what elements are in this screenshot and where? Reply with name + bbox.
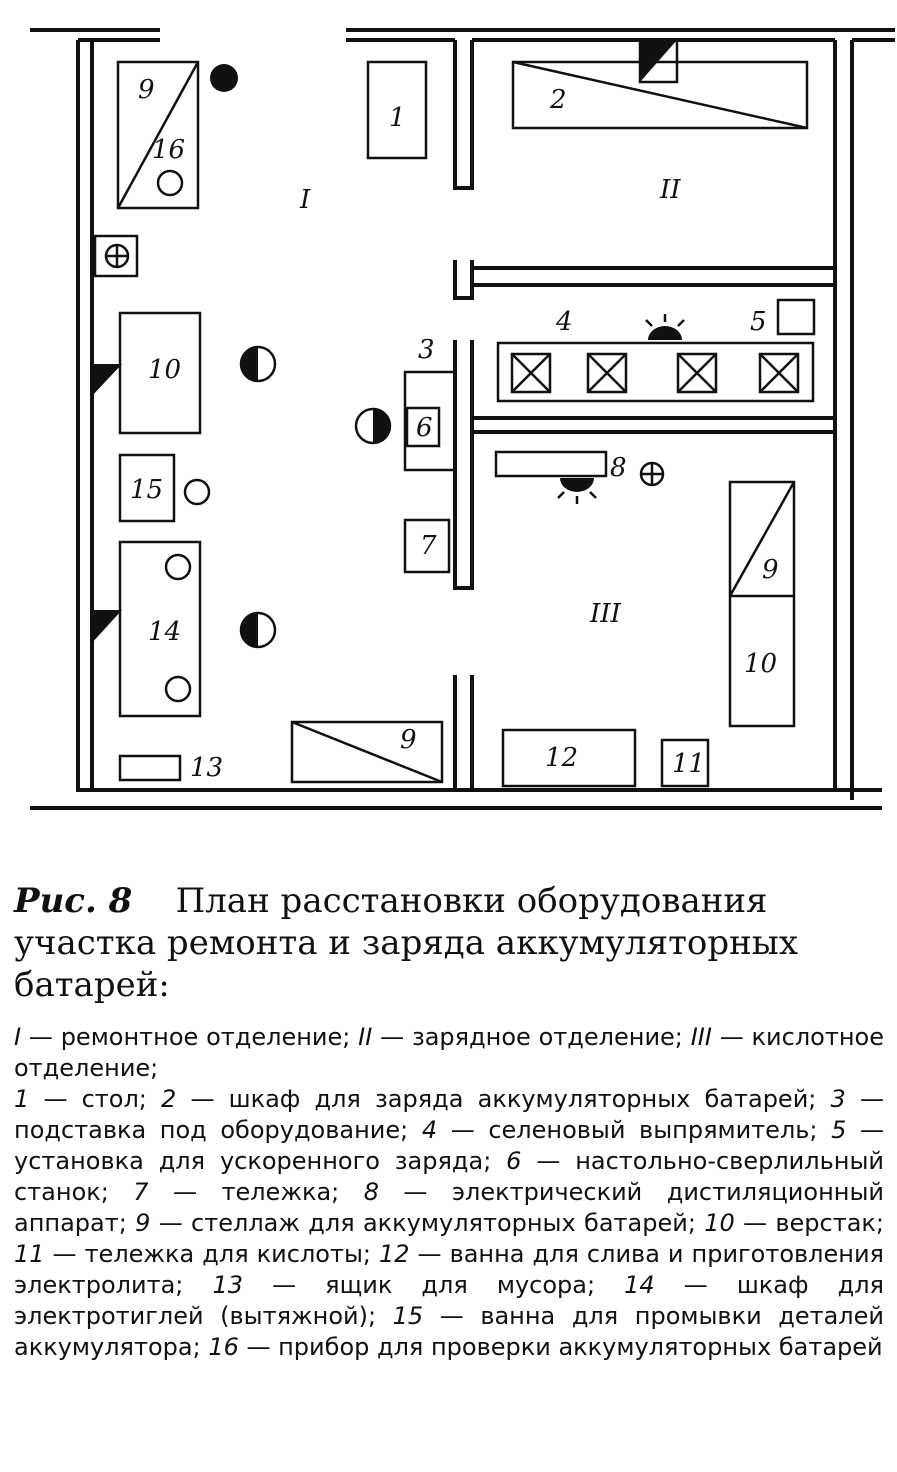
label-9-bottom: 9 xyxy=(400,725,417,755)
cabinet-14-circle-bottom xyxy=(166,677,190,701)
legend-text: — стол; xyxy=(29,1085,162,1113)
legend-number: 13 xyxy=(212,1271,244,1299)
legend-number: II xyxy=(358,1023,373,1051)
legend-number: 2 xyxy=(161,1085,177,1113)
legend-zones xyxy=(14,1022,884,1084)
room-ii-bottom-wall xyxy=(472,268,835,285)
legend-number: 11 xyxy=(14,1240,45,1268)
distiller-8 xyxy=(496,452,606,476)
wash-circle xyxy=(185,480,209,504)
rectifier-cell-cross-3 xyxy=(678,354,716,392)
label-16: 16 xyxy=(152,135,186,165)
half-lamp-1-icon xyxy=(241,347,258,381)
legend-number: 16 xyxy=(208,1333,239,1361)
legend-number: I xyxy=(14,1023,22,1051)
legend-text: — верстак; xyxy=(734,1209,885,1237)
rectifier-cell-cross-1 xyxy=(512,354,550,392)
label-10: 10 xyxy=(148,355,182,385)
figure-caption xyxy=(14,880,884,1006)
vent-1-icon xyxy=(90,364,122,398)
legend-number: 12 xyxy=(379,1240,410,1268)
figure-title: План расстановки оборудования участка ремонта и заряда аккумуляторных батарей: xyxy=(14,881,799,1005)
legend-items xyxy=(14,1084,884,1363)
legend-text: — селеновый выпрямитель; xyxy=(437,1116,832,1144)
legend-number: 15 xyxy=(392,1302,424,1330)
legend-number: 14 xyxy=(624,1271,655,1299)
top-wall-right xyxy=(346,30,895,40)
tester-circle xyxy=(158,171,182,195)
ray-lamp-2-icon xyxy=(560,478,594,492)
legend-number: 5 xyxy=(831,1116,847,1144)
label-4: 4 xyxy=(556,307,573,337)
charger-5 xyxy=(778,300,814,334)
right-wall xyxy=(835,40,852,800)
legend-text: — ванна для промывки деталей аккумулятора; xyxy=(14,1302,884,1361)
zone-label-iii: III xyxy=(590,599,621,629)
label-6: 6 xyxy=(416,413,433,443)
figure-number: Рис. 8 xyxy=(14,881,133,921)
rack-room-wall xyxy=(472,418,835,432)
legend-text: — подставка под оборудование; xyxy=(14,1085,884,1144)
legend-number: 8 xyxy=(363,1178,379,1206)
legend-number: 4 xyxy=(421,1116,438,1144)
label-9: 9 xyxy=(138,75,155,105)
label-14: 14 xyxy=(148,617,182,647)
figure-legend xyxy=(14,1022,884,1363)
legend-number: 1 xyxy=(14,1085,30,1113)
legend-text: — тележка для кислоты; xyxy=(44,1240,379,1268)
label-15: 15 xyxy=(130,475,164,505)
zone-label-i: I xyxy=(300,185,311,215)
label-5: 5 xyxy=(750,307,767,337)
partition-wall-3 xyxy=(455,340,472,588)
legend-text: — кислотное отделение; xyxy=(14,1023,884,1082)
legend-text: — установка для ускоренного заряда; xyxy=(14,1116,885,1175)
rack-9-bottom-diagonal xyxy=(292,722,442,782)
top-wall-left xyxy=(30,30,160,40)
half-lamp-2-icon xyxy=(373,409,390,443)
label-10-right: 10 xyxy=(744,649,778,679)
legend-number: 7 xyxy=(133,1178,149,1206)
label-9-right: 9 xyxy=(762,555,779,585)
legend-number: 6 xyxy=(506,1147,522,1175)
vent-2-icon xyxy=(90,610,122,645)
label-12: 12 xyxy=(545,743,579,773)
rectifier-cell-cross-4 xyxy=(760,354,798,392)
label-3: 3 xyxy=(418,335,435,365)
zone-label-ii: II xyxy=(660,175,681,205)
partition-wall-4 xyxy=(455,675,472,790)
legend-number: 9 xyxy=(135,1209,151,1237)
cabinet-14-circle-top xyxy=(166,555,190,579)
label-1: 1 xyxy=(389,103,406,133)
ray-lamp-1-icon xyxy=(648,326,682,340)
label-11: 11 xyxy=(672,749,706,779)
legend-text: — зарядное отделение; xyxy=(372,1023,691,1051)
rack-9-right xyxy=(730,482,794,726)
ray-lamp-2-rays xyxy=(558,492,596,504)
legend-text: — ремонтное отделение; xyxy=(21,1023,359,1051)
partition-wall-2 xyxy=(455,260,472,298)
label-13: 13 xyxy=(190,753,224,783)
legend-number: III xyxy=(690,1023,712,1051)
legend-number: 10 xyxy=(704,1209,735,1237)
legend-number: 3 xyxy=(830,1085,846,1113)
label-8: 8 xyxy=(610,453,627,483)
legend-text: — ванна для слива и приготовления электролита; xyxy=(14,1240,884,1299)
ray-lamp-1-rays xyxy=(646,314,684,326)
bin-13 xyxy=(120,756,180,780)
legend-text: — настольно-сверлильный станок; xyxy=(14,1147,884,1206)
legend-text: — ящик для мусора; xyxy=(243,1271,625,1299)
legend-text: — тележка; xyxy=(148,1178,364,1206)
partition-wall-1 xyxy=(455,40,472,188)
legend-text: — шкаф для заряда аккумуляторных батарей; xyxy=(176,1085,831,1113)
label-2: 2 xyxy=(550,85,567,115)
lamp-top xyxy=(210,64,238,92)
legend-text: — электрический дистиляционный аппарат; xyxy=(14,1178,885,1237)
rectifier-cell-cross-2 xyxy=(588,354,626,392)
half-lamp-3-icon xyxy=(241,613,258,647)
legend-text: — стеллаж для аккумуляторных батарей; xyxy=(150,1209,705,1237)
legend-text: — шкаф для электротиглей (вытяжной); xyxy=(14,1271,884,1330)
label-7: 7 xyxy=(420,531,437,561)
legend-text: — прибор для проверки аккумуляторных батарей xyxy=(238,1333,883,1361)
